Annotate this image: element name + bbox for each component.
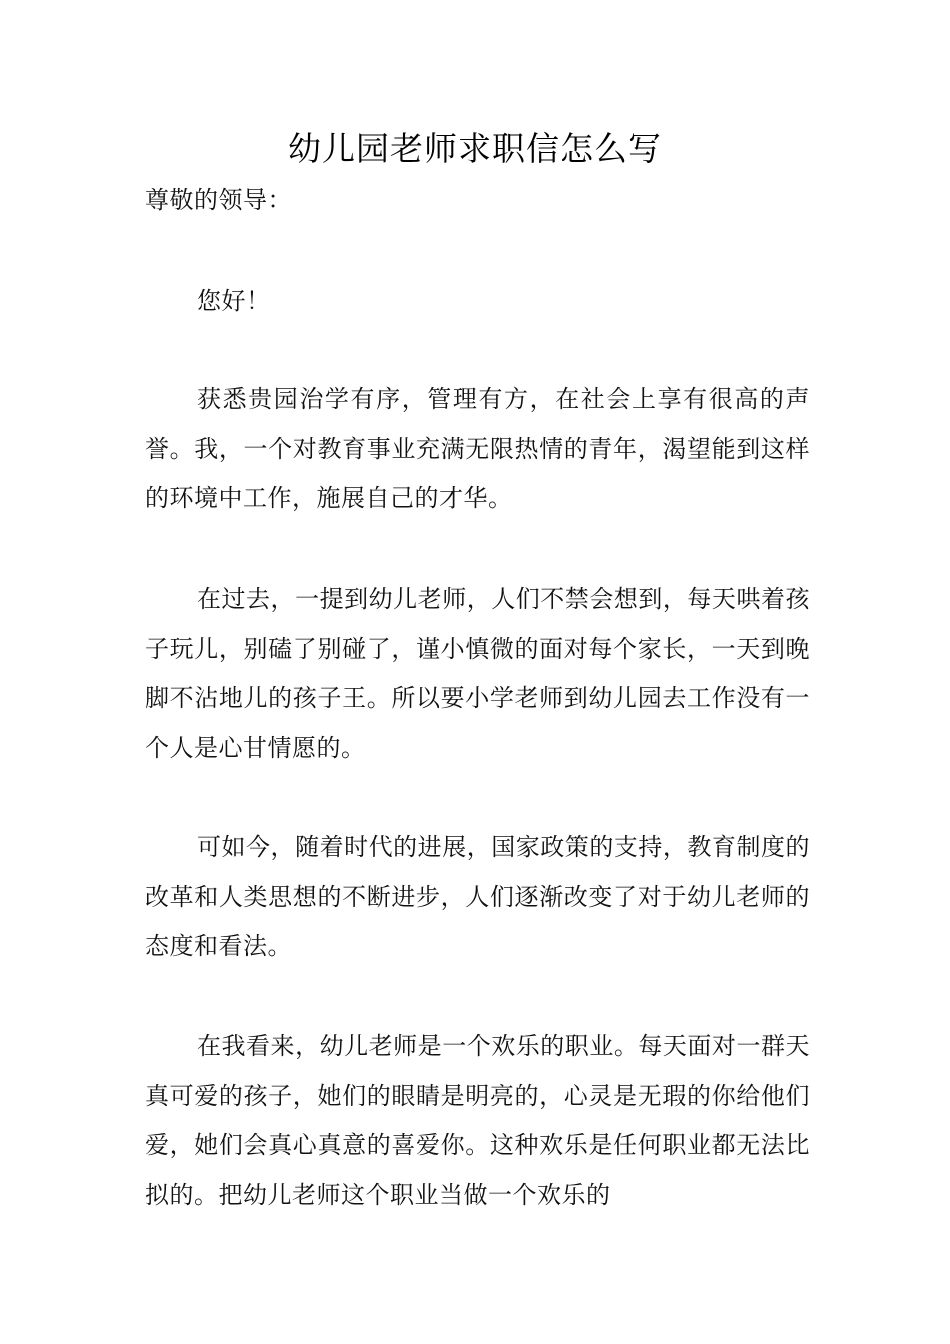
paragraph-2: 在过去，一提到幼儿老师，人们不禁会想到，每天哄着孩子玩儿，别磕了别碰了，谨小慎微的面对每个家长，一天到晚脚不沾地儿的孩子王。所以要小学老师到幼儿园去工作没有一个人是心甘情愿的。 (145, 585, 810, 762)
paragraph-4: 在我看来，幼儿老师是一个欢乐的职业。每天面对一群天真可爱的孩子，她们的眼睛是明亮的，心灵是无瑕的你给他们爱，她们会真心真意的喜爱你。这种欢乐是任何职业都无法比拟的。把幼儿老师这个职业当做一个欢乐的 (145, 1032, 810, 1209)
salutation: 尊敬的领导： (145, 186, 292, 214)
document-title: 幼儿园老师求职信怎么写 (288, 129, 662, 168)
paragraph-3: 可如今，随着时代的进展，国家政策的支持，教育制度的改革和人类思想的不断进步，人们逐渐改变了对于幼儿老师的态度和看法。 (145, 833, 810, 961)
greeting: 您好！ (197, 287, 271, 315)
paragraph-1: 获悉贵园治学有序，管理有方，在社会上享有很高的声誉。我，一个对教育事业充满无限热情的青年，渴望能到这样的环境中工作，施展自己的才华。 (145, 385, 810, 513)
